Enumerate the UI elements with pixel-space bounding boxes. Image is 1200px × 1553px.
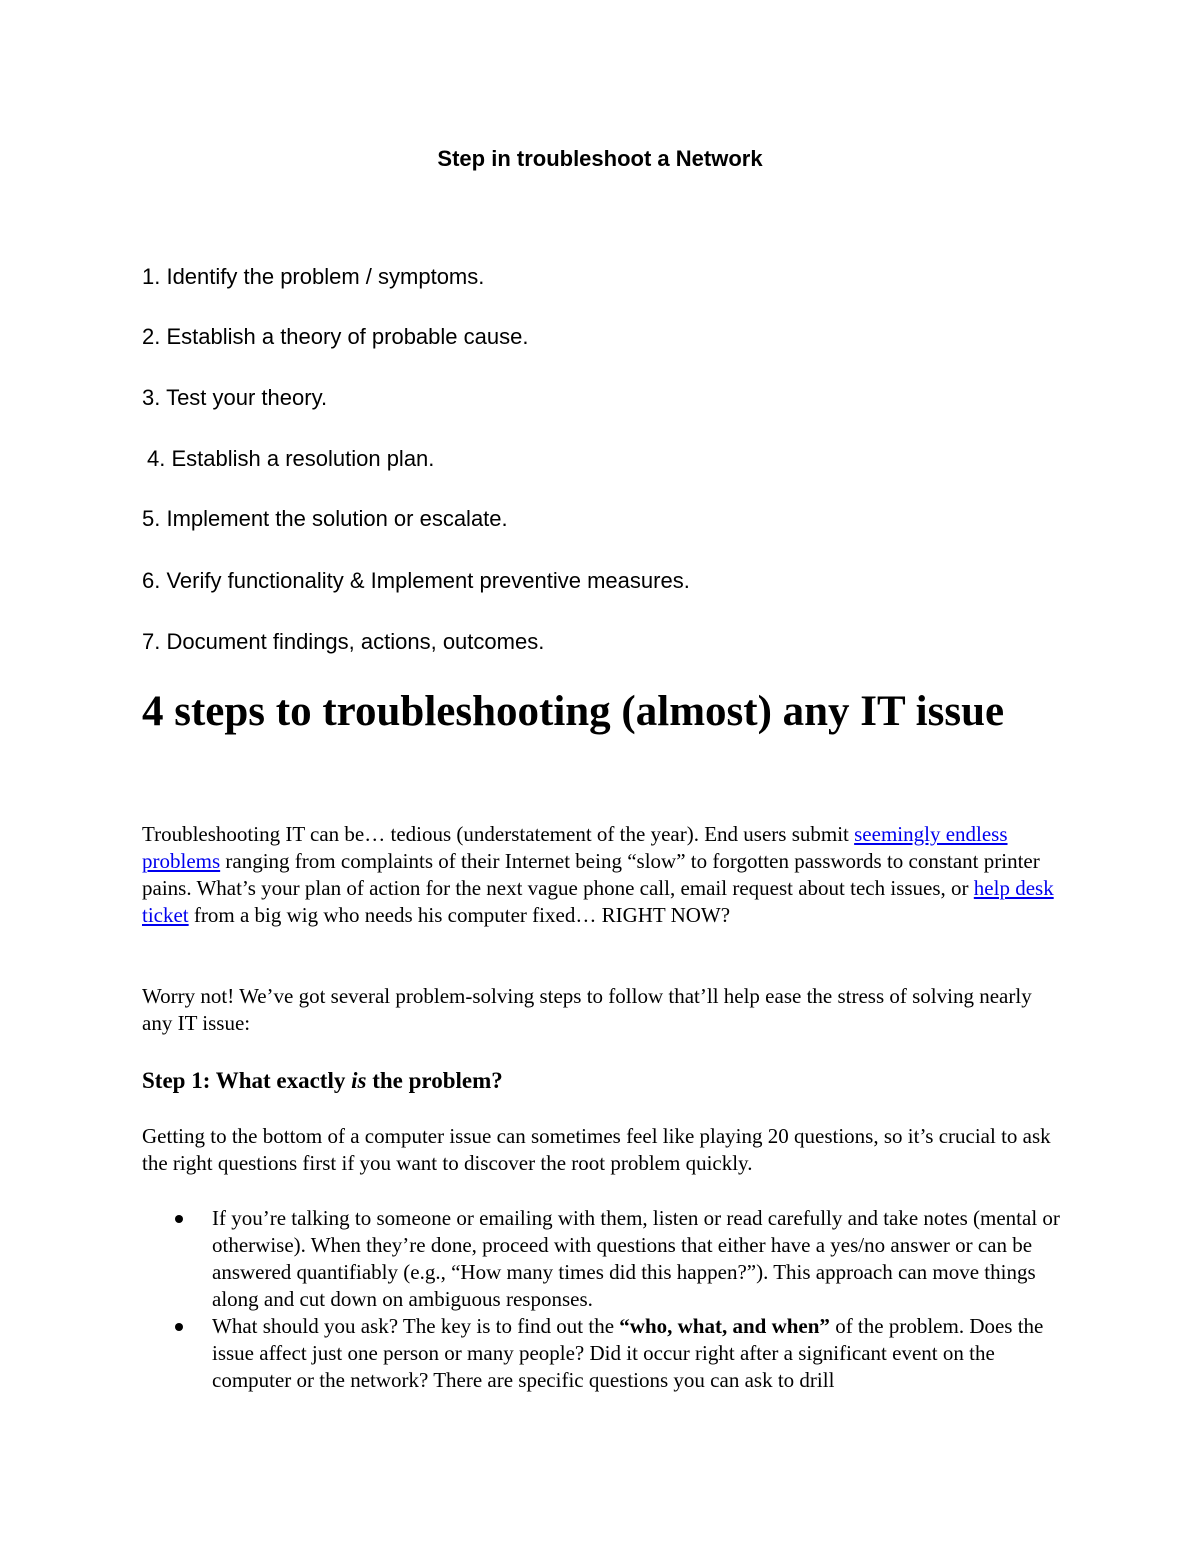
step1-heading-text-1: Step 1: What exactly [142, 1068, 352, 1093]
intro-text-1: Troubleshooting IT can be… tedious (understatement of the year). End users submit [142, 822, 855, 846]
bullet-text-2: of the problem. Does the issue affect just one person or many people? Did it occur right after a significant event on the computer or the network? There are specific questions you can ask to drill [212, 1314, 1044, 1392]
step-item-2: 2. Establish a theory of probable cause. [142, 324, 529, 349]
step-item-4: 4. Establish a resolution plan. [147, 446, 435, 471]
intro-paragraph [142, 821, 1062, 929]
article-heading: 4 steps to troubleshooting (almost) any IT issue [142, 688, 1005, 735]
bullet-item [142, 1205, 1062, 1313]
document-title: Step in troubleshoot a Network [437, 146, 763, 171]
step1-heading [142, 1066, 503, 1096]
step1-heading-italic: is [351, 1068, 367, 1093]
step-item-5: 5. Implement the solution or escalate. [142, 506, 508, 531]
step-item-6: 6. Verify functionality & Implement preventive measures. [142, 568, 690, 593]
bullet-bold-text: “who, what, and when” [619, 1314, 830, 1338]
step1-bullet-list [142, 1205, 1062, 1394]
seemingly-endless-problems-link[interactable]: seemingly endless problems [142, 822, 1008, 873]
bullet-dot-icon [175, 1215, 183, 1223]
intro-text-3: from a big wig who needs his computer fixed… RIGHT NOW? [188, 903, 731, 927]
worry-paragraph: Worry not! We’ve got several problem-solving steps to follow that’ll help ease the stress of solving nearly any IT issue: [142, 984, 1032, 1035]
bullet-item [142, 1313, 1062, 1394]
step-item-7: 7. Document findings, actions, outcomes. [142, 629, 545, 654]
step1-heading-text-2: the problem? [366, 1068, 503, 1093]
bullet-dot-icon [175, 1323, 183, 1331]
step-item-1: 1. Identify the problem / symptoms. [142, 264, 485, 289]
step-item-3: 3. Test your theory. [142, 385, 328, 410]
step1-paragraph: Getting to the bottom of a computer issue can sometimes feel like playing 20 questions, so it’s crucial to ask the right questions first if you want to discover the root problem quickly. [142, 1124, 1051, 1175]
bullet-text-1: What should you ask? The key is to find out the [212, 1314, 620, 1338]
intro-text-2: ranging from complaints of their Internet being “slow” to forgotten passwords to constant printer pains. What’s your plan of action for the next vague phone call, email request about tech issues, or [142, 849, 1040, 900]
help-desk-ticket-link[interactable]: help desk ticket [142, 876, 1054, 927]
bullet-text: If you’re talking to someone or emailing with them, listen or read carefully and take notes (mental or otherwise). When they’re done, proceed with questions that either have a yes/no answer or can be answered quantifiably (e.g., “How many times did this happen?”). This approach can move things along and cut down on ambiguous responses. [212, 1206, 1060, 1311]
